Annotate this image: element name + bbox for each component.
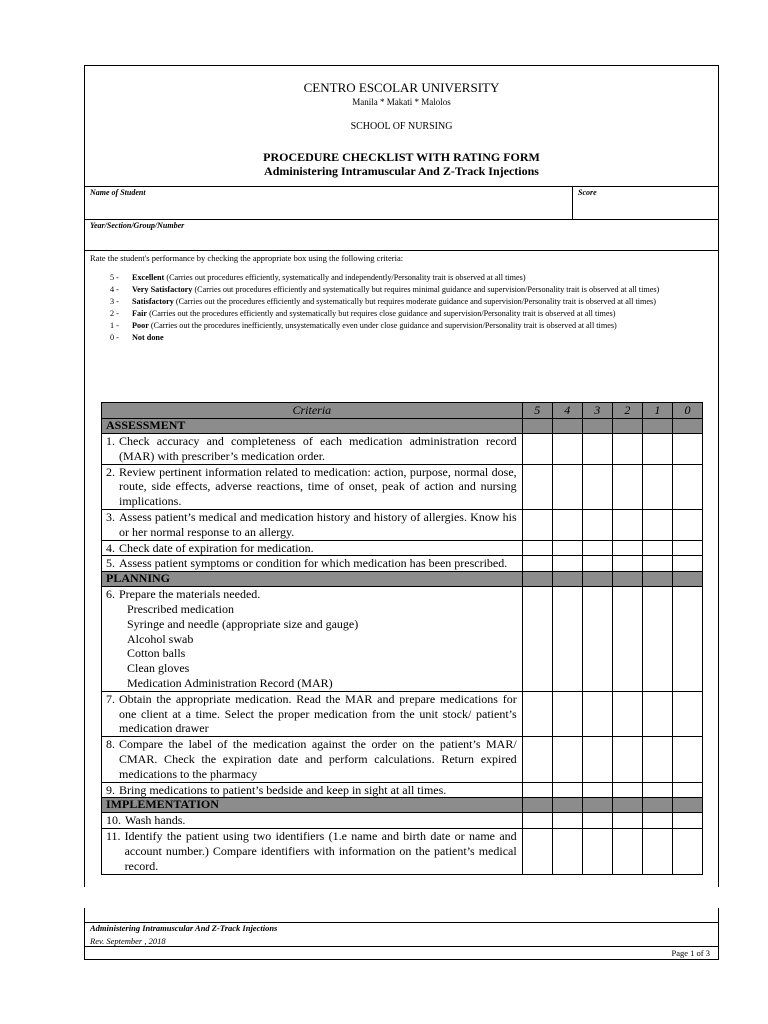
- score-cell-3[interactable]: [582, 782, 612, 798]
- score-column-header: 4: [552, 403, 582, 419]
- item-text: Assess patient symptoms or condition for which medication has been prescribed.: [119, 556, 508, 571]
- item-number: 4.: [106, 540, 115, 555]
- item-text: Review pertinent information related to medication: action, purpose, normal dose, route, side effects, adverse reactions, time of onset, peak of action and nursing implications.: [119, 464, 517, 509]
- score-cell-4[interactable]: [552, 556, 582, 572]
- section-row-implementation: [102, 798, 703, 813]
- score-field[interactable]: [572, 187, 719, 219]
- score-cell-5[interactable]: [522, 587, 552, 692]
- score-cell-5[interactable]: [522, 464, 552, 509]
- score-cell-1[interactable]: [642, 540, 672, 556]
- rating-number: 0 -: [110, 333, 119, 342]
- rating-label: Satisfactory: [132, 297, 174, 306]
- score-cell-2[interactable]: [612, 813, 642, 829]
- score-cell-1[interactable]: [642, 813, 672, 829]
- item-text: Assess patient’s medical and medication history and history of allergies. Know his or her normal response to an allergy.: [119, 509, 517, 539]
- score-cell-0[interactable]: [672, 464, 702, 509]
- student-name-row: [85, 186, 718, 219]
- score-cell-4[interactable]: [552, 782, 582, 798]
- table-row: [102, 509, 703, 540]
- table-header-row: [102, 403, 703, 419]
- section-title: PLANNING: [102, 572, 523, 587]
- rating-number: 5 -: [110, 273, 119, 282]
- score-cell-3[interactable]: [582, 829, 612, 874]
- item-text: Obtain the appropriate medication. Read the MAR and prepare medications for one client at a time. Select the proper medication from the unit stock/ patient’s medication drawer: [119, 691, 517, 736]
- form-frame: [84, 65, 719, 887]
- score-cell-3[interactable]: [582, 587, 612, 692]
- student-name-label: Name of Student: [90, 188, 146, 197]
- score-cell-2[interactable]: [612, 434, 642, 465]
- score-cell-0[interactable]: [672, 540, 702, 556]
- year-section-row[interactable]: [85, 219, 718, 251]
- rating-criterion: [110, 285, 708, 295]
- item-text: Check accuracy and completeness of each medication administration record (MAR) with prescriber’s medication order.: [119, 434, 517, 463]
- table-row: [102, 540, 703, 556]
- score-cell-0[interactable]: [672, 556, 702, 572]
- item-text: Identify the patient using two identifiers (1.e name and birth date or name and account number.) Compare identifiers with information on the patient’s medical record.: [124, 829, 517, 873]
- item-text: Check date of expiration for medication.: [119, 540, 314, 555]
- school-name: SCHOOL OF NURSING: [350, 121, 453, 132]
- score-cell-5[interactable]: [522, 782, 552, 798]
- score-cell-1[interactable]: [642, 691, 672, 736]
- form-title: PROCEDURE CHECKLIST WITH RATING FORM: [263, 150, 540, 164]
- score-cell-0[interactable]: [672, 813, 702, 829]
- material-item: Prescribed medication: [127, 601, 234, 616]
- rating-label: Poor: [132, 321, 149, 330]
- score-cell-2[interactable]: [612, 587, 642, 692]
- score-cell-0[interactable]: [672, 434, 702, 465]
- score-column-header: 2: [612, 403, 642, 419]
- score-cell-0[interactable]: [672, 782, 702, 798]
- score-cell-4[interactable]: [552, 829, 582, 874]
- table-row: [102, 434, 703, 465]
- year-section-label: Year/Section/Group/Number: [90, 221, 185, 230]
- score-cell-3[interactable]: [582, 509, 612, 540]
- score-cell-3[interactable]: [582, 434, 612, 465]
- rating-criterion: [110, 333, 708, 343]
- score-cell-2[interactable]: [612, 556, 642, 572]
- section-row-assessment: [102, 419, 703, 434]
- criteria-column-header: Criteria: [102, 403, 523, 419]
- table-row: [102, 782, 703, 798]
- rating-description: (Carries out the procedures efficiently and systematically but requires moderate guidance and supervision/Personality trait is observed at all times): [175, 297, 656, 306]
- score-cell-4[interactable]: [552, 509, 582, 540]
- checklist-table: [101, 402, 703, 875]
- footer-revision: Rev. September , 2018: [90, 936, 166, 946]
- score-cell-5[interactable]: [522, 691, 552, 736]
- score-cell-5[interactable]: [522, 813, 552, 829]
- score-cell-4[interactable]: [552, 464, 582, 509]
- section-row-planning: [102, 572, 703, 587]
- rating-criterion: [110, 321, 708, 331]
- score-cell-0[interactable]: [672, 737, 702, 782]
- rating-number: 3 -: [110, 297, 119, 306]
- score-cell-5[interactable]: [522, 509, 552, 540]
- item-number: 3.: [106, 509, 115, 524]
- page-footer: [84, 908, 719, 960]
- score-cell-5[interactable]: [522, 737, 552, 782]
- score-cell-1[interactable]: [642, 434, 672, 465]
- table-row: [102, 813, 703, 829]
- score-cell-2[interactable]: [612, 540, 642, 556]
- item-number: 2.: [106, 464, 115, 479]
- rating-criterion: [110, 273, 708, 283]
- rating-description: (Carries out the procedures inefficiently, unsystematically even under close guidance and supervision/Personality trait is observed at all times): [150, 321, 617, 330]
- rating-description: (Carries out the procedures efficiently and systematically but requires close guidance and supervision/Personality trait is observed at all times): [149, 309, 616, 318]
- item-number: 5.: [106, 556, 115, 571]
- material-item: Clean gloves: [127, 661, 190, 676]
- rating-label: Excellent: [132, 273, 165, 282]
- score-cell-1[interactable]: [642, 556, 672, 572]
- score-cell-2[interactable]: [612, 829, 642, 874]
- item-number: 11.: [106, 829, 121, 844]
- rating-criterion: [110, 309, 708, 319]
- score-cell-1[interactable]: [642, 829, 672, 874]
- score-cell-2[interactable]: [612, 464, 642, 509]
- table-row: [102, 737, 703, 782]
- rating-label: Fair: [132, 309, 148, 318]
- rating-instructions: Rate the student's performance by checking the appropriate box using the following criteria:: [90, 253, 404, 263]
- rating-description: (Carries out procedures efficiently and systematically but requires minimal guidance and supervision/Personality trait is observed at all times): [194, 285, 660, 294]
- item-text: Compare the label of the medication against the order on the patient’s MAR/ CMAR. Check the expiration date and perform calculations. Return expired medications to the pharmacy: [119, 737, 517, 781]
- table-row: [102, 464, 703, 509]
- table-row: [102, 691, 703, 736]
- item-text: Wash hands.: [125, 813, 186, 828]
- rating-description: (Carries out procedures efficiently, systematically and independently/Personality trait is observed at all times): [166, 273, 526, 282]
- score-cell-3[interactable]: [582, 813, 612, 829]
- item-text: Prepare the materials needed.: [119, 587, 261, 602]
- score-cell-2[interactable]: [612, 737, 642, 782]
- rating-number: 4 -: [110, 285, 119, 294]
- score-cell-4[interactable]: [552, 540, 582, 556]
- score-cell-2[interactable]: [612, 691, 642, 736]
- score-cell-1[interactable]: [642, 509, 672, 540]
- score-cell-5[interactable]: [522, 540, 552, 556]
- footer-document-title: Administering Intramuscular And Z-Track Injections: [90, 923, 278, 933]
- material-item: Cotton balls: [127, 646, 186, 661]
- score-cell-1[interactable]: [642, 737, 672, 782]
- score-label: Score: [578, 188, 597, 197]
- score-cell-3[interactable]: [582, 540, 612, 556]
- material-item: Alcohol swab: [127, 631, 194, 646]
- score-cell-0[interactable]: [672, 829, 702, 874]
- item-number: 9.: [106, 782, 115, 797]
- score-cell-0[interactable]: [672, 691, 702, 736]
- score-cell-0[interactable]: [672, 509, 702, 540]
- score-column-header: 5: [522, 403, 552, 419]
- item-text: Bring medications to patient’s bedside and keep in sight at all times.: [119, 782, 447, 797]
- score-cell-4[interactable]: [552, 434, 582, 465]
- score-cell-4[interactable]: [552, 587, 582, 692]
- score-cell-2[interactable]: [612, 509, 642, 540]
- section-title: ASSESSMENT: [102, 419, 523, 434]
- score-cell-4[interactable]: [552, 737, 582, 782]
- rating-label: Very Satisfactory: [132, 285, 193, 294]
- score-cell-3[interactable]: [582, 737, 612, 782]
- item-number: 1.: [106, 434, 115, 448]
- rating-criterion: [110, 297, 708, 307]
- table-row: [102, 829, 703, 874]
- table-row: [102, 587, 703, 692]
- section-title: IMPLEMENTATION: [102, 798, 523, 813]
- score-cell-4[interactable]: [552, 813, 582, 829]
- score-cell-1[interactable]: [642, 587, 672, 692]
- rating-label: Not done: [132, 333, 164, 342]
- form-subtitle: Administering Intramuscular And Z-Track Injections: [264, 164, 539, 178]
- page-number: Page 1 of 3: [671, 948, 710, 958]
- rating-number: 2 -: [110, 309, 119, 318]
- score-cell-0[interactable]: [672, 587, 702, 692]
- score-cell-3[interactable]: [582, 464, 612, 509]
- score-cell-3[interactable]: [582, 556, 612, 572]
- score-cell-1[interactable]: [642, 464, 672, 509]
- score-cell-5[interactable]: [522, 829, 552, 874]
- score-column-header: 3: [582, 403, 612, 419]
- score-cell-4[interactable]: [552, 691, 582, 736]
- table-row: [102, 556, 703, 572]
- rating-number: 1 -: [110, 321, 119, 330]
- item-number: 6.: [106, 587, 115, 602]
- score-column-header: 1: [642, 403, 672, 419]
- rating-criteria-list: [110, 273, 708, 345]
- score-column-header: 0: [672, 403, 702, 419]
- material-item: Syringe and needle (appropriate size and gauge): [127, 616, 359, 631]
- campus-list: Manila * Makati * Malolos: [352, 97, 451, 107]
- score-cell-3[interactable]: [582, 691, 612, 736]
- item-number: 8.: [106, 737, 115, 752]
- material-item: Medication Administration Record (MAR): [127, 675, 333, 690]
- score-cell-1[interactable]: [642, 782, 672, 798]
- university-name: CENTRO ESCOLAR UNIVERSITY: [303, 80, 500, 95]
- score-cell-2[interactable]: [612, 782, 642, 798]
- score-cell-5[interactable]: [522, 434, 552, 465]
- score-cell-5[interactable]: [522, 556, 552, 572]
- item-number: 7.: [106, 691, 115, 706]
- item-number: 10.: [106, 813, 121, 828]
